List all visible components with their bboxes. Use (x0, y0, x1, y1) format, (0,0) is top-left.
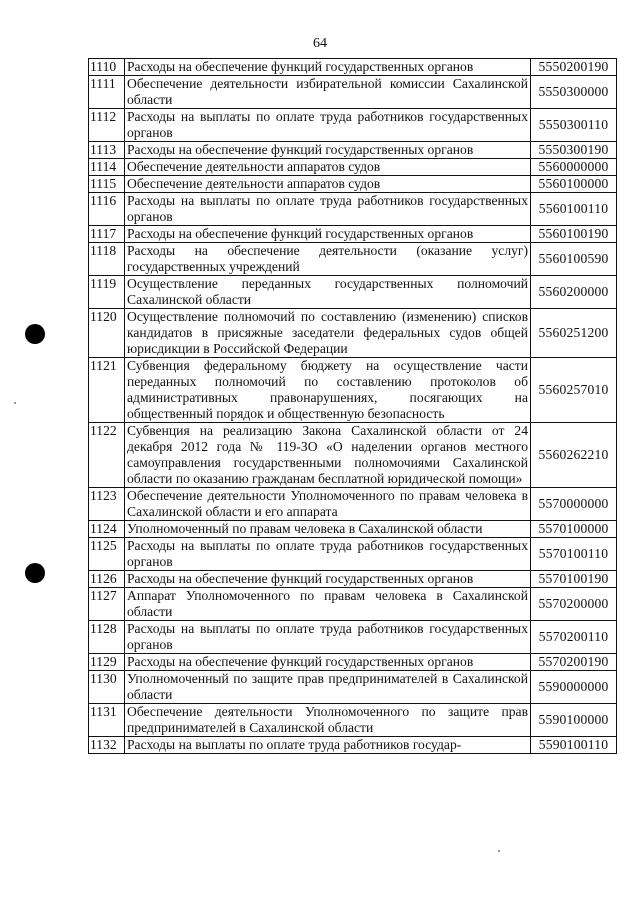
row-number: 1114 (89, 159, 125, 176)
row-code: 5590100000 (531, 704, 617, 737)
row-description: Субвенция федеральному бюджету на осуществление части переданных полномочий по составлению протоколов об административных правонарушениях, посягающих на общественный порядок и общественную безопасность (125, 358, 531, 423)
row-code: 5560200000 (531, 276, 617, 309)
table-row (89, 654, 617, 671)
table-row (89, 176, 617, 193)
row-description: Уполномоченный по защите прав предпринимателей в Сахалинской области (125, 671, 531, 704)
table-row (89, 193, 617, 226)
row-description: Расходы на обеспечение деятельности (оказание услуг) государственных учреждений (125, 243, 531, 276)
row-number: 1112 (89, 109, 125, 142)
table-row (89, 588, 617, 621)
row-number: 1123 (89, 488, 125, 521)
page-number: 64 (313, 36, 327, 51)
budget-classification-table (88, 58, 617, 754)
punch-hole (25, 324, 45, 344)
table-row (89, 358, 617, 423)
row-description: Расходы на обеспечение функций государственных органов (125, 654, 531, 671)
row-description: Расходы на выплаты по оплате труда работников государственных органов (125, 109, 531, 142)
row-description: Осуществление полномочий по составлению (изменению) списков кандидатов в присяжные заседатели федеральных судов общей юрисдикции в Российской Федерации (125, 309, 531, 358)
row-number: 1126 (89, 571, 125, 588)
row-code: 5590000000 (531, 671, 617, 704)
row-description: Расходы на обеспечение функций государственных органов (125, 59, 531, 76)
table-row (89, 76, 617, 109)
row-code: 5560100000 (531, 176, 617, 193)
row-description: Расходы на выплаты по оплате труда работников государственных органов (125, 538, 531, 571)
scan-speck (498, 850, 500, 852)
row-description: Обеспечение деятельности Уполномоченного по защите прав предпринимателей в Сахалинской области (125, 704, 531, 737)
row-code: 5560257010 (531, 358, 617, 423)
row-description: Аппарат Уполномоченного по правам человека в Сахалинской области (125, 588, 531, 621)
row-number: 1128 (89, 621, 125, 654)
table-row (89, 671, 617, 704)
row-number: 1119 (89, 276, 125, 309)
row-description: Расходы на обеспечение функций государственных органов (125, 226, 531, 243)
row-number: 1132 (89, 737, 125, 754)
row-description: Расходы на обеспечение функций государственных органов (125, 571, 531, 588)
row-code: 5570100110 (531, 538, 617, 571)
row-number: 1118 (89, 243, 125, 276)
row-code: 5570200110 (531, 621, 617, 654)
row-code: 5570100190 (531, 571, 617, 588)
table-row (89, 621, 617, 654)
table-body (89, 59, 617, 754)
row-code: 5550300000 (531, 76, 617, 109)
row-description: Субвенция на реализацию Закона Сахалинской области от 24 декабря 2012 года № 119-ЗО «О наделении органов местного самоуправления государственными полномочиями Сахалинской области по оказанию гражданам бесплатной юридической помощи» (125, 423, 531, 488)
table-row (89, 276, 617, 309)
row-number: 1131 (89, 704, 125, 737)
table-row (89, 109, 617, 142)
row-code: 5570100000 (531, 521, 617, 538)
table-row (89, 538, 617, 571)
row-description: Расходы на выплаты по оплате труда работников государ- (125, 737, 531, 754)
row-description: Обеспечение деятельности избирательной комиссии Сахалинской области (125, 76, 531, 109)
table-row (89, 423, 617, 488)
punch-hole (25, 563, 45, 583)
row-code: 5550300190 (531, 142, 617, 159)
row-code: 5560100590 (531, 243, 617, 276)
row-number: 1116 (89, 193, 125, 226)
row-number: 1113 (89, 142, 125, 159)
row-code: 5560100190 (531, 226, 617, 243)
row-code: 5590100110 (531, 737, 617, 754)
row-number: 1121 (89, 358, 125, 423)
row-code: 5570200000 (531, 588, 617, 621)
table-row (89, 309, 617, 358)
row-description: Уполномоченный по правам человека в Сахалинской области (125, 521, 531, 538)
row-number: 1125 (89, 538, 125, 571)
table-row (89, 704, 617, 737)
table-row (89, 488, 617, 521)
table-row (89, 243, 617, 276)
row-code: 5570200190 (531, 654, 617, 671)
row-description: Расходы на выплаты по оплате труда работников государственных органов (125, 621, 531, 654)
row-code: 5570000000 (531, 488, 617, 521)
row-number: 1129 (89, 654, 125, 671)
row-number: 1127 (89, 588, 125, 621)
row-number: 1110 (89, 59, 125, 76)
row-number: 1130 (89, 671, 125, 704)
row-code: 5550300110 (531, 109, 617, 142)
row-number: 1120 (89, 309, 125, 358)
row-description: Осуществление переданных государственных полномочий Сахалинской области (125, 276, 531, 309)
row-number: 1115 (89, 176, 125, 193)
scan-speck (14, 402, 16, 404)
row-description: Обеспечение деятельности Уполномоченного по правам человека в Сахалинской области и его аппарата (125, 488, 531, 521)
row-code: 5560262210 (531, 423, 617, 488)
row-code: 5560000000 (531, 159, 617, 176)
row-code: 5560251200 (531, 309, 617, 358)
row-number: 1124 (89, 521, 125, 538)
table-row (89, 59, 617, 76)
row-code: 5560100110 (531, 193, 617, 226)
row-description: Расходы на обеспечение функций государственных органов (125, 142, 531, 159)
row-code: 5550200190 (531, 59, 617, 76)
table-row (89, 521, 617, 538)
row-number: 1111 (89, 76, 125, 109)
row-description: Обеспечение деятельности аппаратов судов (125, 176, 531, 193)
row-number: 1122 (89, 423, 125, 488)
table-row (89, 159, 617, 176)
table-row (89, 571, 617, 588)
row-description: Расходы на выплаты по оплате труда работников государственных органов (125, 193, 531, 226)
table-row (89, 142, 617, 159)
table-row (89, 226, 617, 243)
row-number: 1117 (89, 226, 125, 243)
table-row (89, 737, 617, 754)
row-description: Обеспечение деятельности аппаратов судов (125, 159, 531, 176)
